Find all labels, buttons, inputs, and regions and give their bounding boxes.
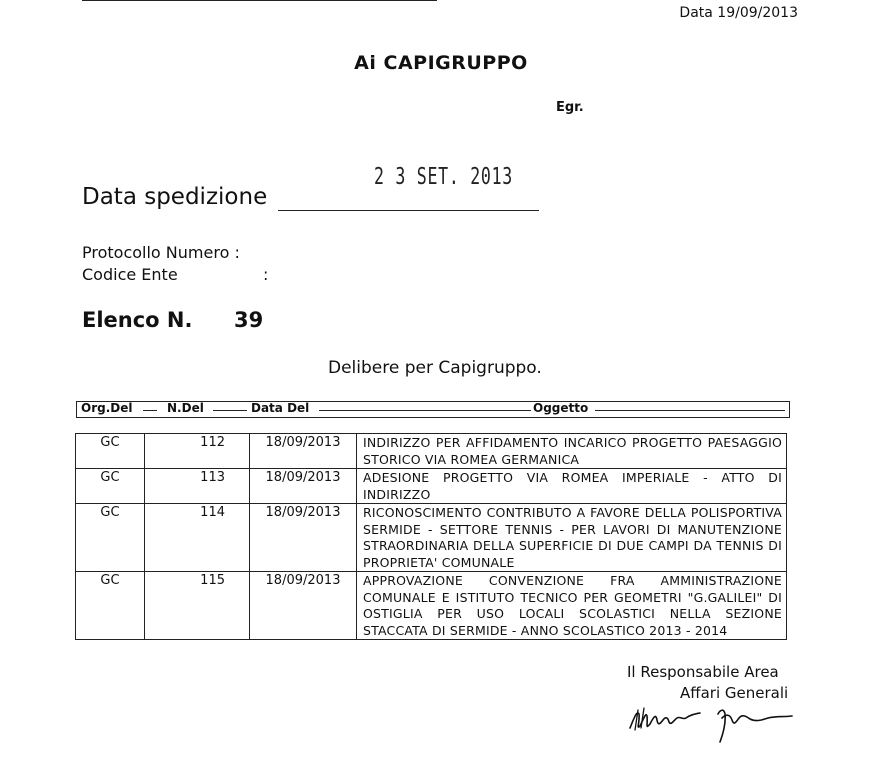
subject-cell: ADESIONE PROGETTO VIA ROMEA IMPERIALE - ATTO DI INDIRIZZO [357, 469, 787, 504]
table-row [76, 504, 787, 572]
table-row [76, 572, 787, 640]
org-cell: GC [76, 504, 145, 572]
list-number: 39 [234, 308, 264, 332]
date-cell: 18/09/2013 [250, 469, 357, 504]
list-subtitle: Delibere per Capigruppo. [328, 358, 542, 378]
subject-cell: INDIRIZZO PER AFFIDAMENTO INCARICO PROGETTO PAESAGGIO STORICO VIA ROMEA GERMANICA [357, 434, 787, 469]
number-cell: 115 [145, 572, 250, 640]
header-rule [595, 410, 785, 411]
page-title [0, 52, 886, 74]
org-cell: GC [76, 469, 145, 504]
top-rule [82, 0, 437, 1]
shipping-date-label: Data spedizione [82, 184, 268, 210]
list-label: Elenco N. [82, 308, 193, 332]
signatory-department: Affari Generali [680, 684, 789, 702]
org-cell: GC [76, 434, 145, 469]
subject-cell: APPROVAZIONE CONVENZIONE FRA AMMINISTRAZIONE COMUNALE E ISTITUTO TECNICO PER GEOMETRI "G.GALILEI" DI OSTIGLIA PER USO LOCALI SCOLASTICI NELLA SEZIONE STACCATA DI SERMIDE - ANNO SCOLASTICO 2013 - 2014 [357, 572, 787, 640]
document-date: Data 19/09/2013 [679, 5, 798, 21]
table-row [76, 469, 787, 504]
subject-cell: RICONOSCIMENTO CONTRIBUTO A FAVORE DELLA POLISPORTIVA SERMIDE - SETTORE TENNIS - PER LAVORI DI MANUTENZIONE STRAORDINARIA DELLA SUPERFICIE DI DUE CAMPI DA TENNIS DI PROPRIETA' COMUNALE [357, 504, 787, 572]
resolutions-table [75, 433, 787, 640]
header-rule [213, 410, 247, 411]
number-cell: 112 [145, 434, 250, 469]
ente-code-colon: : [263, 265, 269, 284]
number-cell: 114 [145, 504, 250, 572]
column-header-date: Data Del [251, 401, 310, 415]
number-cell: 113 [145, 469, 250, 504]
table-header [76, 401, 790, 418]
protocol-number-label: Protocollo Numero : [82, 243, 240, 262]
signatory-title: Il Responsabile Area [627, 663, 779, 681]
header-rule [143, 410, 157, 411]
column-header-num: N.Del [167, 401, 204, 415]
column-header-subject: Oggetto [533, 401, 589, 415]
recipient-label: Egr. [556, 100, 584, 115]
column-header-org: Org.Del [81, 401, 133, 415]
date-cell: 18/09/2013 [250, 434, 357, 469]
ente-code-label: Codice Ente [82, 265, 178, 284]
date-cell: 18/09/2013 [250, 504, 357, 572]
header-rule [319, 410, 531, 411]
handwritten-signature [628, 700, 798, 750]
table-row [76, 434, 787, 469]
org-cell: GC [76, 572, 145, 640]
date-cell: 18/09/2013 [250, 572, 357, 640]
page-title-text: Ai CAPIGRUPPO [354, 52, 528, 74]
date-stamp: 2 3 SET. 2013 [374, 164, 513, 190]
shipping-date-line [278, 210, 539, 211]
